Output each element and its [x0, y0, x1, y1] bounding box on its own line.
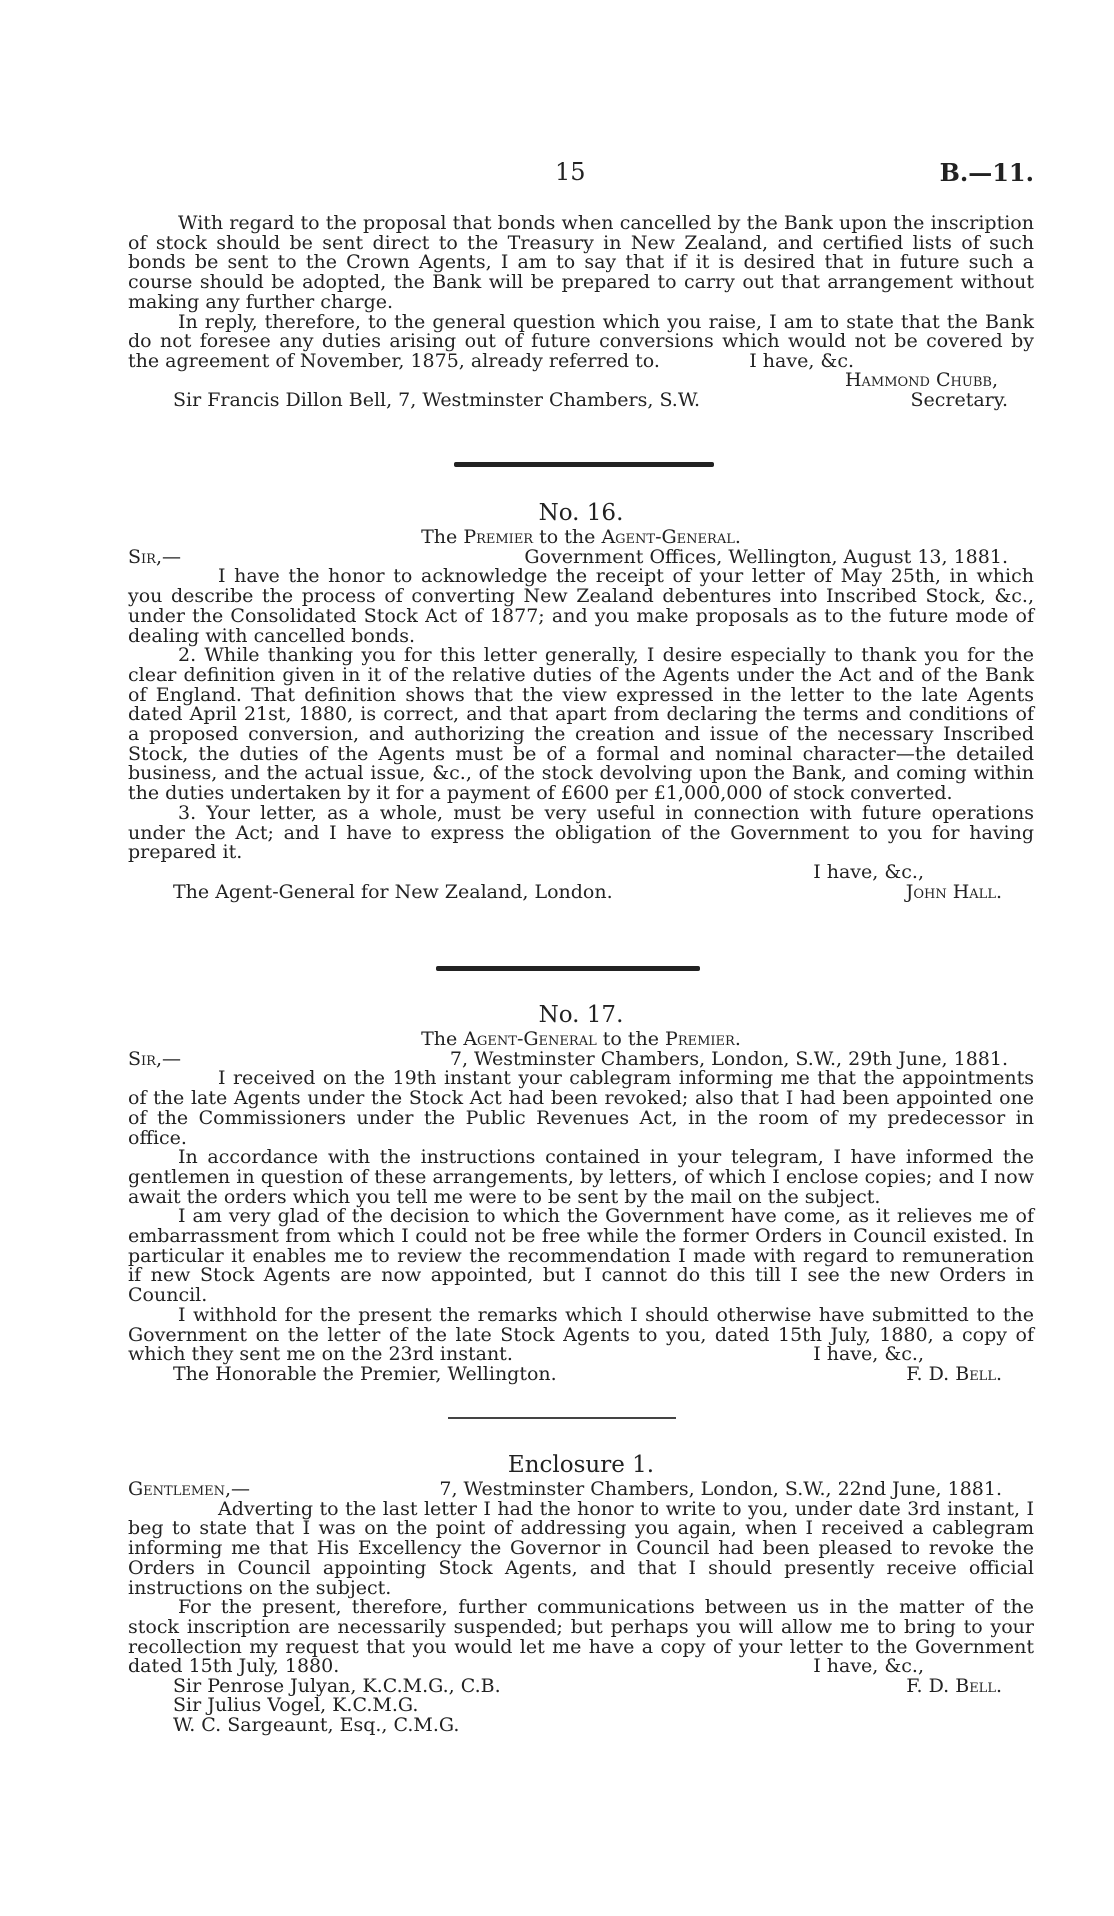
section-divider	[454, 462, 714, 467]
section-divider	[448, 1417, 676, 1419]
paragraph: 2. While thanking you for this letter generally, I desire especially to thank you for the clear definition given in it of the relative duties of the Agents under the Act and of the Bank of England. That definition shows that the view expressed in the letter to the late Agents dated April 21st, 1880, is correct, and that apart from declaring the terms and conditions of a proposed conversion, and authorizing the creation and issue of the necessary Inscribed Stock, the duties of the Agents must be of a formal and nominal character—the detailed business, and the actual issue, &c., of the stock devolving upon the Bank, and coming within the duties undertaken by it for a payment of £600 per £1,000,000 of stock converted.	[128, 644, 1034, 805]
signatory: Hammond Chubb,	[844, 369, 998, 392]
addressee: Sir Francis Dillon Bell, 7, Westminster Chambers, S.W.	[173, 389, 701, 412]
subheading-to: Premier.	[665, 1028, 741, 1050]
addressee: The Honorable the Premier, Wellington.	[173, 1362, 557, 1385]
dateline: Government Offices, Wellington, August 13, 1881.	[524, 545, 1008, 568]
enclosure-heading: Enclosure 1.	[507, 1452, 655, 1478]
signatory: F. D. Bell.	[906, 1674, 1002, 1697]
paragraph: In accordance with the instructions contained in your telegram, I have informed the gentlemen in question of these arrangements, by letters, of which I enclose copies; and I now await the orders which you tell me were to be sent by the mail on the subject.	[128, 1146, 1034, 1208]
salutation-row	[128, 1480, 1034, 1500]
paragraph: For the present, therefore, further communications between us in the matter of the stock inscription are necessarily suspended; but perhaps you will allow me to bring to your recollection my request that you would let me have a copy of your letter to the Government dated 15th July, 1880.	[128, 1596, 1034, 1678]
recipient: W. C. Sargeaunt, Esq., C.M.G.	[173, 1714, 460, 1737]
addressee-row	[128, 391, 1034, 411]
subheading-part: to the	[602, 1028, 659, 1050]
subheading-from: Premier	[463, 526, 534, 548]
salutation: Gentlemen,—	[128, 1478, 251, 1500]
letter-no16	[128, 492, 1034, 902]
recipient: Sir Penrose Julyan, K.C.M.G., C.B.	[173, 1674, 501, 1697]
letter-heading: No. 17.	[538, 1002, 624, 1028]
subheading-part: to the	[539, 526, 596, 548]
letter-subheading	[128, 1030, 1034, 1050]
paragraph: With regard to the proposal that bonds when cancelled by the Bank upon the inscription of stock should be sent direct to the Treasury in New Zealand, and certified lists of such bonds be sent to the Crown Agents, I am to say that if it is desired that in future such a course should be adopted, the Bank will be prepared to carry out that arrangement without making any further charge.	[128, 212, 1034, 313]
paragraph: Adverting to the last letter I had the honor to write to you, under date 3rd instant, I beg to state that I was on the point of addressing you again, when I received a cablegram informing me that His Excellency the Governor in Council had been pleased to revoke the Orders in Council appointing Stock Agents, and that I should presently receive official instructions on the subject.	[128, 1497, 1034, 1599]
document-reference: B.—11.	[939, 158, 1034, 187]
salutation: Sir,—	[128, 545, 181, 568]
subheading-to: Agent-General.	[601, 526, 741, 548]
section-divider	[436, 966, 700, 971]
page-number: 15	[555, 158, 586, 186]
enclosure-1	[128, 1444, 1034, 1736]
paragraph: I received on the 19th instant your cablegram informing me that the appointments of the late Agents under the Stock Act had been revoked; also that I had been appointed one of the Commissioners under the Public Revenues Act, in the room of my predecessor in office.	[128, 1067, 1034, 1149]
paragraph: 3. Your letter, as a whole, must be very useful in connection with future operations under the Act; and I have to express the obligation of the Government to you for having prepared it.	[128, 801, 1034, 864]
signatory: F. D. Bell.	[906, 1362, 1002, 1385]
paragraph: I have the honor to acknowledge the receipt of your letter of May 25th, in which you describe the process of converting New Zealand debentures into Inscribed Stock, &c., under the Consolidated Stock Act of 1877; and you make proposals as to the future mode of dealing with cancelled bonds.	[128, 565, 1034, 647]
closing: I have, &c.,	[813, 1655, 924, 1678]
letter-subheading	[128, 528, 1034, 548]
dateline: 7, Westminster Chambers, London, S.W., 29th June, 1881.	[449, 1047, 1008, 1070]
addressee: The Agent-General for New Zealand, London.	[173, 880, 613, 903]
subheading-from: Agent-General	[463, 1028, 597, 1050]
recipient: Sir Julius Vogel, K.C.M.G.	[173, 1694, 419, 1717]
subheading-part: The	[421, 526, 458, 548]
signatory: John Hall.	[905, 880, 1002, 903]
letter-continuation	[128, 214, 1034, 411]
dateline: 7, Westminster Chambers, London, S.W., 22nd June, 1881.	[439, 1478, 1002, 1500]
paragraph: I withhold for the present the remarks which I should otherwise have submitted to the Government on the letter of the late Stock Agents to you, dated 15th July, 1880, a copy of which they sent me on the 23rd instant.	[128, 1303, 1034, 1366]
subheading-part: The	[421, 1028, 458, 1050]
closing: I have, &c.,	[813, 860, 924, 883]
salutation: Sir,—	[128, 1047, 181, 1070]
letter-heading: No. 16.	[538, 500, 624, 526]
letter-no17	[128, 994, 1034, 1384]
closing: I have, &c.	[749, 349, 854, 372]
signatory-title: Secretary.	[910, 389, 1008, 412]
addressee-row	[128, 1362, 1034, 1385]
addressee-row	[128, 880, 1034, 903]
paragraph: I am very glad of the decision to which the Government have come, as it relieves me of embarrassment from which I could not be free while the former Orders in Council existed. In particular it enables me to review the recommendation I made with regard to remuneration if new Stock Agents are now appointed, but I cannot do this till I see the new Orders in Council.	[128, 1205, 1034, 1307]
paragraph: In reply, therefore, to the general question which you raise, I am to state that the Bank do not foresee any duties arising out of future conversions which would not be covered by the agreement of November, 1875, already referred to.	[128, 310, 1034, 372]
closing: I have, &c.,	[813, 1342, 924, 1365]
